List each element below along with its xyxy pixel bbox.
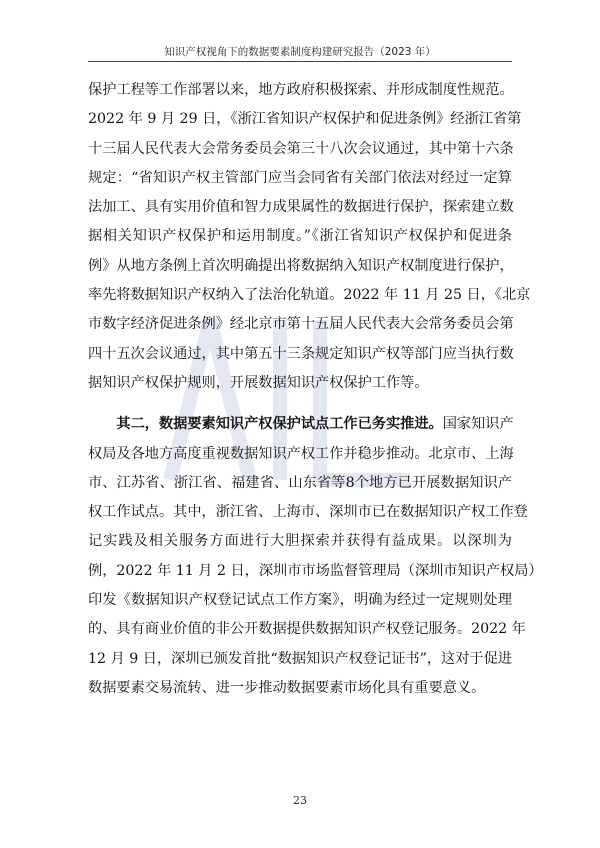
text-line: 市、江苏省、浙江省、福建省、山东省等8个地方已开展数据知识产: [88, 474, 512, 491]
header-divider: [88, 61, 512, 62]
text-line: 的、具有商业价值的非公开数据提供数据知识产权登记服务。2022 年: [88, 621, 526, 638]
running-header: 知识产权视角下的数据要素制度构建研究报告（2023 年）: [164, 46, 436, 58]
text-line: 国家知识产: [442, 416, 514, 433]
text-line: 市数字经济促进条例》经北京市第十五届人民代表大会常务委员会第: [88, 316, 514, 333]
section-lead-heading: 其二，数据要素知识产权保护试点工作已务实推进。: [116, 416, 443, 433]
page-number: 23: [293, 794, 307, 807]
text-line: 据知识产权保护规则，开展数据知识产权保护工作等。: [88, 374, 429, 391]
text-line: 例，2022 年 11 月 2 日，深圳市市场监督管理局（深圳市知识产权局）: [88, 562, 543, 579]
paragraph-1: [88, 76, 531, 398]
text-line: 规定：“省知识产权主管部门应当会同省有关部门依法对经过一定算: [88, 169, 512, 186]
document-body: [88, 76, 543, 703]
paragraph-2: [88, 410, 543, 703]
text-line: 法加工、具有实用价值和智力成果属性的数据进行保护，探索建立数: [88, 199, 514, 216]
text-line: 四十五次会议通过，其中第五十三条规定知识产权等部门应当执行数: [88, 345, 514, 362]
text-line: 记实践及相关服务方面进行大胆探索并获得有益成果。以深圳为: [88, 533, 512, 550]
text-line: 印发《数据知识产权登记试点工作方案》，明确为经过一定规则处理: [88, 592, 512, 609]
text-line: 2022 年 9 月 29 日，《浙江省知识产权保护和促进条例》经浙江省第: [88, 111, 522, 128]
text-line: 例》从地方条例上首次明确提出将数据纳入知识产权制度进行保护，: [88, 257, 514, 274]
text-line: 保护工程等工作部署以来，地方政府积极探索、并形成制度性规范。: [88, 82, 514, 98]
text-line: 12 月 9 日，深圳已颁发首批“数据知识产权登记证书”，这对于促进: [88, 650, 512, 667]
paragraph-2-first-line: [88, 410, 512, 439]
text-line: 十三届人民代表大会常务委员会第三十八次会议通过，其中第十六条: [88, 140, 514, 157]
text-line: 权工作试点。其中，浙江省、上海市、深圳市已在数据知识产权工作登: [88, 504, 528, 521]
text-line: 数据要素交易流转、进一步推动数据要素市场化具有重要意义。: [88, 679, 486, 696]
text-line: 权局及各地方高度重视数据知识产权工作并稳步推动。北京市、上海: [88, 445, 514, 462]
text-line: 率先将数据知识产权纳入了法治化轨道。2022 年 11 月 25 日，《北京: [88, 287, 531, 304]
text-line: 据相关知识产权保护和运用制度。”《浙江省知识产权保护和促进条: [88, 228, 512, 245]
